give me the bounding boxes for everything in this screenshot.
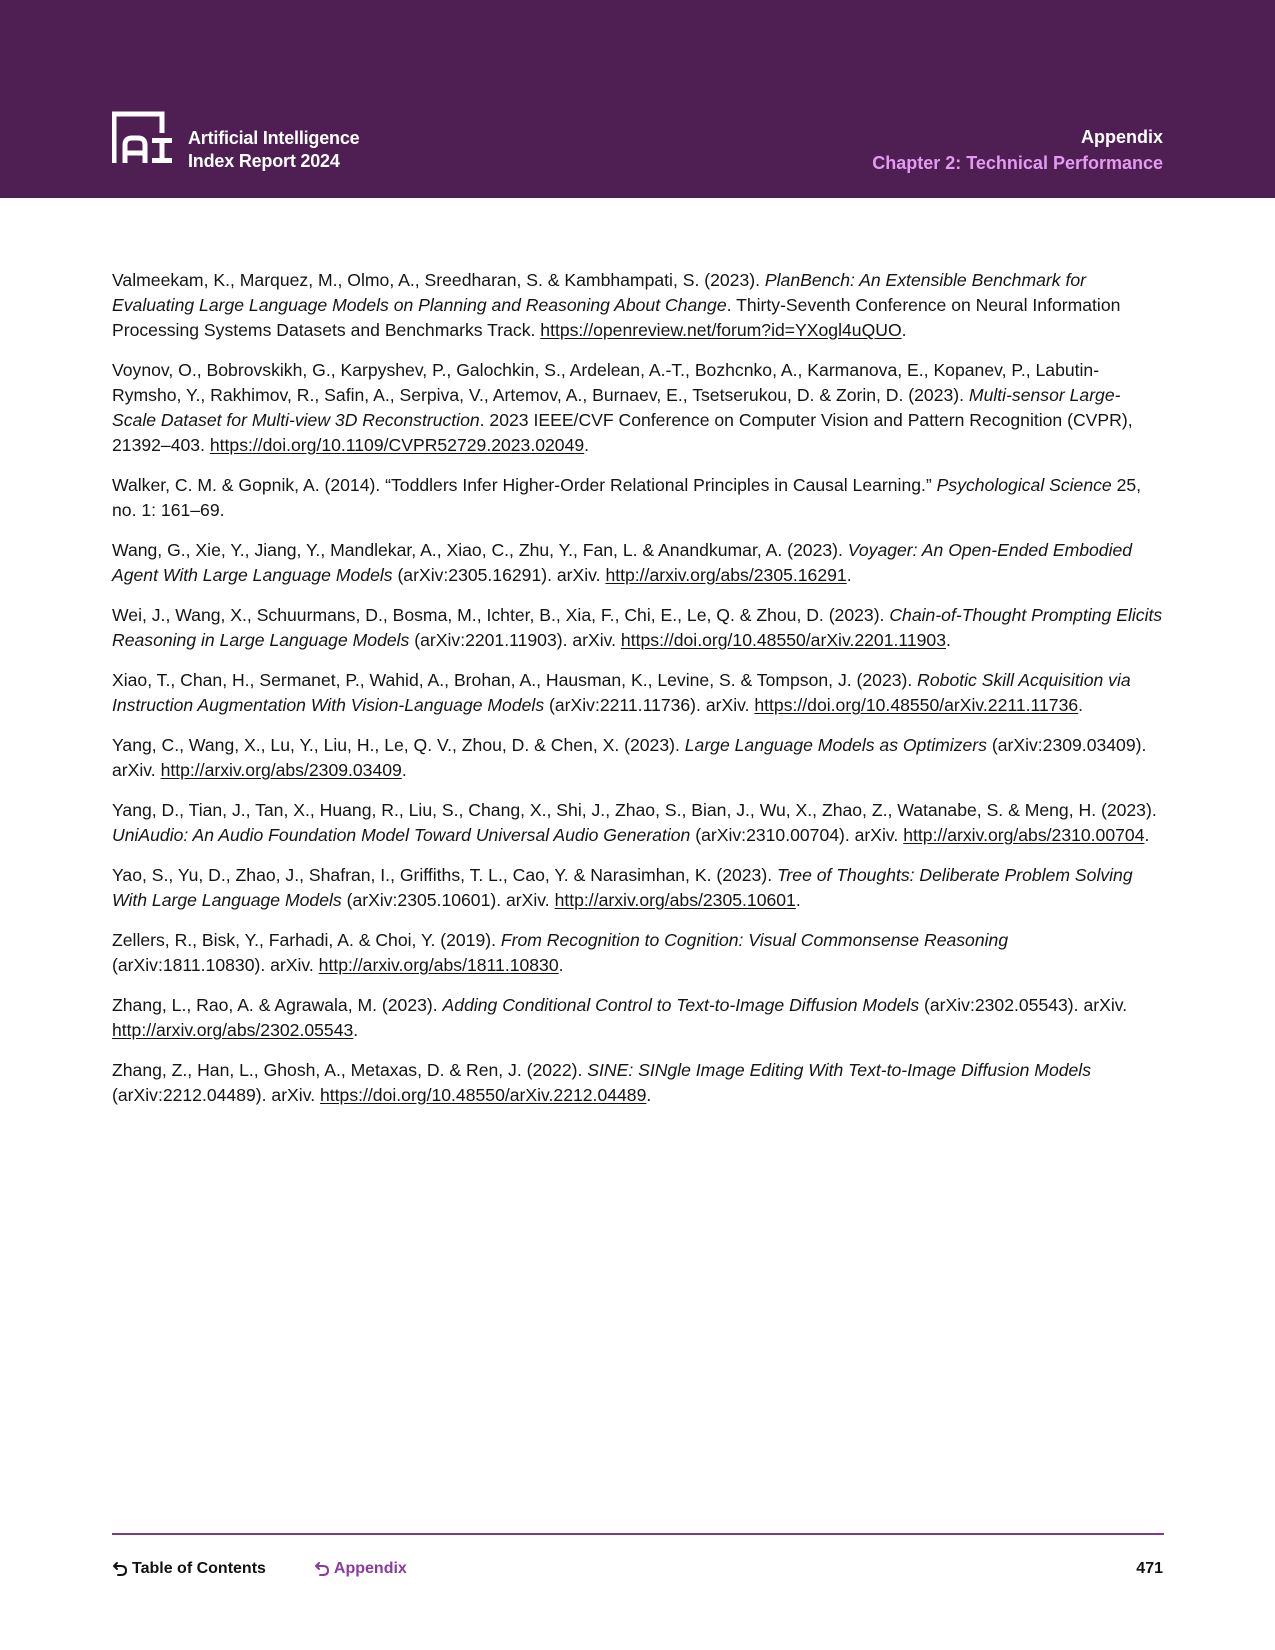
reference-details: (arXiv:2201.11903). arXiv. bbox=[409, 630, 621, 650]
reference-title: UniAudio: An Audio Foundation Model Toward Universal Audio Generation bbox=[112, 825, 691, 845]
brand-subtitle: Index Report 2024 bbox=[188, 151, 340, 171]
reference-authors: Valmeekam, K., Marquez, M., Olmo, A., Sreedharan, S. & Kambhampati, S. (2023). bbox=[112, 270, 765, 290]
reference-title: Psychological Science bbox=[936, 475, 1112, 495]
reference-link[interactable]: https://doi.org/10.1109/CVPR52729.2023.02049 bbox=[209, 435, 585, 455]
reference-title: Adding Conditional Control to Text-to-Image Diffusion Models bbox=[442, 995, 920, 1015]
appendix-link[interactable] bbox=[314, 1560, 407, 1578]
reference-entry bbox=[112, 993, 1164, 1043]
reference-authors: Walker, C. M. & Gopnik, A. (2014). “Toddlers Infer Higher-Order Relational Principles in Causal Learning.” bbox=[112, 475, 937, 495]
brand-title: Artificial Intelligence bbox=[188, 128, 360, 148]
reference-title: PlanBench: An Extensible Benchmark for Evaluating Large Language Models on Planning and Reasoning About Change bbox=[112, 270, 1086, 315]
reference-link[interactable]: https://openreview.net/forum?id=YXogl4uQUO bbox=[540, 320, 902, 340]
reference-authors: Wang, G., Xie, Y., Jiang, Y., Mandlekar, A., Xiao, C., Zhu, Y., Fan, L. & Anandkumar, A. (2023). bbox=[112, 540, 848, 560]
reference-link[interactable]: http://arxiv.org/abs/2305.16291 bbox=[605, 565, 847, 585]
reference-link[interactable]: https://doi.org/10.48550/arXiv.2211.11736 bbox=[754, 695, 1079, 715]
reference-entry bbox=[112, 1058, 1164, 1108]
reference-end: . bbox=[901, 320, 907, 340]
reference-entry bbox=[112, 733, 1164, 783]
report-header bbox=[0, 0, 1275, 198]
reference-details: . Thirty-Seventh Conference on Neural Information Processing Systems Datasets and Benchmarks Track. bbox=[112, 295, 1121, 340]
reference-authors: Yang, D., Tian, J., Tan, X., Huang, R., Liu, S., Chang, X., Shi, J., Zhao, S., Bian, J., Wu, X., Zhao, Z., Watanabe, S. & Meng, H. (2023). bbox=[112, 800, 1157, 820]
reference-end: . bbox=[1144, 825, 1150, 845]
reference-authors: Zhang, L., Rao, A. & Agrawala, M. (2023). bbox=[112, 995, 443, 1015]
reference-entry bbox=[112, 863, 1164, 913]
chapter-title: Chapter 2: Technical Performance bbox=[872, 153, 1163, 173]
chapter-heading bbox=[872, 124, 1163, 176]
section-title: Appendix bbox=[1080, 127, 1163, 147]
reference-link[interactable]: https://doi.org/10.48550/arXiv.2212.04489 bbox=[319, 1085, 647, 1105]
appendix-label: Appendix bbox=[333, 1560, 407, 1577]
table-of-contents-label: Table of Contents bbox=[132, 1560, 266, 1577]
reference-title: From Recognition to Cognition: Visual Commonsense Reasoning bbox=[500, 930, 1009, 950]
reference-link[interactable]: http://arxiv.org/abs/1811.10830 bbox=[318, 955, 559, 975]
reference-link[interactable]: http://arxiv.org/abs/2305.10601 bbox=[554, 890, 796, 910]
reference-link[interactable]: http://arxiv.org/abs/2302.05543 bbox=[112, 1020, 354, 1040]
reference-entry bbox=[112, 538, 1164, 588]
reference-details: (arXiv:2212.04489). arXiv. bbox=[112, 1085, 320, 1105]
reference-details: (arXiv:2310.00704). arXiv. bbox=[690, 825, 904, 845]
reference-authors: Yao, S., Yu, D., Zhao, J., Shafran, I., Griffiths, T. L., Cao, Y. & Narasimhan, K. (2023). bbox=[112, 865, 777, 885]
reference-details: (arXiv:2302.05543). arXiv. bbox=[919, 995, 1128, 1015]
reference-details: (arXiv:1811.10830). arXiv. bbox=[112, 955, 319, 975]
return-arrow-icon bbox=[314, 1561, 330, 1577]
reference-title: Robotic Skill Acquisition via Instruction Augmentation With Vision-Language Models bbox=[112, 670, 1131, 715]
reference-entry bbox=[112, 473, 1164, 523]
reference-authors: Xiao, T., Chan, H., Sermanet, P., Wahid, A., Brohan, A., Hausman, K., Levine, S. & Tompson, J. (2023). bbox=[112, 670, 918, 690]
reference-entry bbox=[112, 268, 1164, 343]
reference-link[interactable]: http://arxiv.org/abs/2309.03409 bbox=[160, 760, 402, 780]
reference-entry bbox=[112, 668, 1164, 718]
reference-authors: Zellers, R., Bisk, Y., Farhadi, A. & Choi, Y. (2019). bbox=[112, 930, 501, 950]
return-arrow-icon bbox=[112, 1561, 128, 1577]
ai-index-logo-icon bbox=[112, 111, 174, 166]
footer-navigation bbox=[112, 1557, 407, 1581]
reference-details: (arXiv:2305.10601). arXiv. bbox=[341, 890, 555, 910]
reference-title: Large Language Models as Optimizers bbox=[684, 735, 987, 755]
footer-divider bbox=[112, 1533, 1164, 1535]
reference-title: Multi-sensor Large-Scale Dataset for Multi-view 3D Reconstruction bbox=[112, 385, 1121, 430]
reference-title: Chain-of-Thought Prompting Elicits Reasoning in Large Language Models bbox=[112, 605, 1163, 650]
reference-end: . bbox=[946, 630, 951, 650]
reference-details: (arXiv:2309.03409). arXiv. bbox=[112, 735, 1147, 780]
reference-authors: Yang, C., Wang, X., Lu, Y., Liu, H., Le, Q. V., Zhou, D. & Chen, X. (2023). bbox=[112, 735, 685, 755]
reference-title: Tree of Thoughts: Deliberate Problem Solving With Large Language Models bbox=[112, 865, 1133, 910]
reference-details: (arXiv:2211.11736). arXiv. bbox=[544, 695, 755, 715]
reference-end: . bbox=[846, 565, 852, 585]
reference-details: . 2023 IEEE/CVF Conference on Computer Vision and Pattern Recognition (CVPR), 21392–403. bbox=[112, 410, 1133, 455]
table-of-contents-link[interactable] bbox=[112, 1560, 266, 1578]
reference-end: . bbox=[646, 1085, 652, 1105]
reference-end: . bbox=[1078, 695, 1084, 715]
reference-entry bbox=[112, 928, 1164, 978]
reference-end: . bbox=[584, 435, 590, 455]
report-brand bbox=[188, 127, 359, 173]
reference-entry bbox=[112, 358, 1164, 458]
reference-end: . bbox=[558, 955, 564, 975]
reference-entry bbox=[112, 603, 1164, 653]
page-number: 471 bbox=[1136, 1560, 1163, 1577]
reference-list bbox=[112, 268, 1164, 1123]
reference-entry bbox=[112, 798, 1164, 848]
reference-link[interactable]: http://arxiv.org/abs/2310.00704 bbox=[903, 825, 1145, 845]
reference-authors: Wei, J., Wang, X., Schuurmans, D., Bosma, M., Ichter, B., Xia, F., Chi, E., Le, Q. & Zhou, D. (2023). bbox=[112, 605, 890, 625]
reference-authors: Voynov, O., Bobrovskikh, G., Karpyshev, P., Galochkin, S., Ardelean, A.-T., Bozhcnko, A., Karmanova, E., Kopanev, P., Labutin-Rymsho, Y., Rakhimov, R., Safin, A., Serpiva, V., Artemov, A., Burnaev, E., Tsetserukou, D. & Zorin, D. (2023). bbox=[112, 360, 1100, 405]
reference-authors: Zhang, Z., Han, L., Ghosh, A., Metaxas, D. & Ren, J. (2022). bbox=[112, 1060, 588, 1080]
reference-end: . bbox=[401, 760, 407, 780]
reference-end: . bbox=[795, 890, 801, 910]
reference-details: 25, no. 1: 161–69. bbox=[112, 475, 1142, 520]
reference-end: . bbox=[353, 1020, 359, 1040]
reference-link[interactable]: https://doi.org/10.48550/arXiv.2201.11903 bbox=[620, 630, 946, 650]
reference-details: (arXiv:2305.16291). arXiv. bbox=[392, 565, 606, 585]
reference-title: SINE: SINgle Image Editing With Text-to-Image Diffusion Models bbox=[587, 1060, 1092, 1080]
reference-title: Voyager: An Open-Ended Embodied Agent With Large Language Models bbox=[112, 540, 1133, 585]
